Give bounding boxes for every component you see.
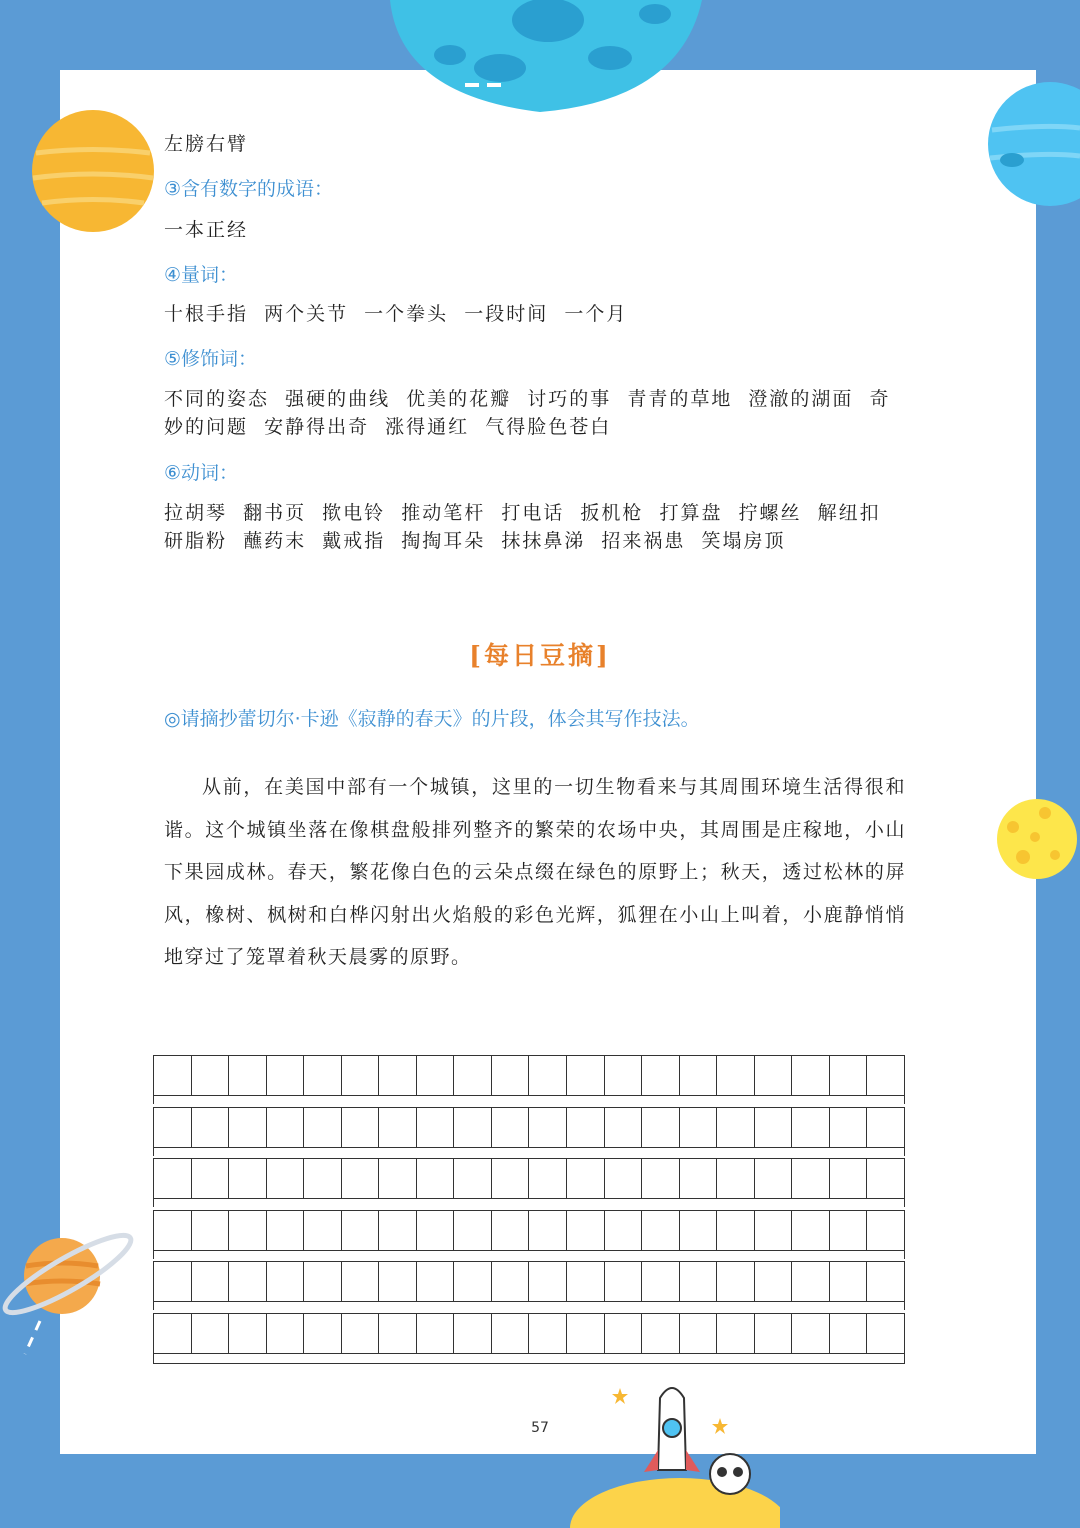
grid-row-gap: [153, 1096, 905, 1104]
grid-cell: [529, 1262, 567, 1301]
grid-cell: [830, 1314, 868, 1353]
grid-cell: [755, 1211, 793, 1250]
rocket-panda-icon: [560, 1370, 780, 1528]
grid-cell: [417, 1108, 455, 1147]
grid-cell: [830, 1056, 868, 1095]
grid-cell: [417, 1211, 455, 1250]
grid-cell: [755, 1314, 793, 1353]
section-3-heading: ③含有数字的成语：: [164, 178, 334, 200]
grid-cell: [417, 1056, 455, 1095]
grid-cell: [492, 1262, 530, 1301]
grid-cell: [867, 1211, 904, 1250]
grid-cell: [192, 1159, 230, 1198]
grid-bottom-line: [153, 1354, 905, 1364]
grid-cell: [267, 1314, 305, 1353]
grid-cell: [379, 1211, 417, 1250]
grid-cell: [267, 1159, 305, 1198]
grid-cell: [605, 1211, 643, 1250]
grid-cell: [529, 1314, 567, 1353]
grid-cell: [342, 1159, 380, 1198]
grid-cell: [454, 1108, 492, 1147]
grid-cell: [529, 1211, 567, 1250]
grid-cell: [867, 1262, 904, 1301]
section-6-heading: ⑥动词：: [164, 462, 239, 484]
grid-cell: [154, 1211, 192, 1250]
section-5-heading: ⑤修饰词：: [164, 348, 258, 370]
grid-cell: [755, 1262, 793, 1301]
grid-cell: [792, 1211, 830, 1250]
grid-cell: [342, 1056, 380, 1095]
grid-cell: [154, 1056, 192, 1095]
grid-row: [153, 1261, 905, 1302]
section-4-text: 十根手指 两个关节 一个拳头 一段时间 一个月: [164, 303, 628, 325]
idiom-text-body: 左膀右臂: [164, 133, 249, 155]
yellow-planet-icon: [30, 108, 156, 234]
grid-cell: [755, 1056, 793, 1095]
grid-cell: [830, 1211, 868, 1250]
grid-cell: [717, 1108, 755, 1147]
grid-cell: [680, 1056, 718, 1095]
grid-cell: [680, 1108, 718, 1147]
grid-row: [153, 1158, 905, 1199]
grid-cell: [717, 1211, 755, 1250]
grid-cell: [229, 1314, 267, 1353]
grid-cell: [567, 1211, 605, 1250]
grid-cell: [154, 1262, 192, 1301]
grid-cell: [342, 1314, 380, 1353]
section-3-text: 一本正经: [164, 219, 249, 241]
daily-excerpt-title: [每日豆摘]: [469, 641, 611, 670]
grid-cell: [605, 1056, 643, 1095]
grid-cell: [529, 1056, 567, 1095]
grid-cell: [867, 1159, 904, 1198]
grid-cell: [642, 1056, 680, 1095]
grid-cell: [192, 1314, 230, 1353]
grid-cell: [192, 1211, 230, 1250]
cratered-moon-icon: [380, 0, 710, 120]
grid-cell: [717, 1159, 755, 1198]
ringed-planet-icon: [0, 1226, 145, 1356]
grid-cell: [567, 1159, 605, 1198]
grid-cell: [642, 1262, 680, 1301]
grid-cell: [492, 1056, 530, 1095]
grid-cell: [192, 1262, 230, 1301]
grid-cell: [342, 1211, 380, 1250]
grid-cell: [304, 1159, 342, 1198]
grid-cell: [867, 1108, 904, 1147]
grid-cell: [379, 1108, 417, 1147]
grid-cell: [379, 1159, 417, 1198]
grid-cell: [454, 1159, 492, 1198]
grid-cell: [304, 1314, 342, 1353]
grid-cell: [379, 1056, 417, 1095]
section-6-text: 拉胡琴 翻书页 揿电铃 推动笔杆 打电话 扳机枪 打算盘 拧螺丝 解纽扣 研脂粉 蘸药末 戴戒指 掏掏耳朵 抹抹鼻涕 招来祸患 笑塌房顶: [164, 502, 897, 552]
grid-cell: [492, 1314, 530, 1353]
grid-cell: [717, 1262, 755, 1301]
grid-cell: [492, 1211, 530, 1250]
grid-cell: [154, 1108, 192, 1147]
grid-cell: [792, 1159, 830, 1198]
grid-row: [153, 1055, 905, 1096]
grid-row: [153, 1107, 905, 1148]
grid-row-gap: [153, 1199, 905, 1207]
grid-cell: [229, 1056, 267, 1095]
grid-cell: [379, 1314, 417, 1353]
grid-cell: [154, 1314, 192, 1353]
grid-cell: [830, 1108, 868, 1147]
grid-cell: [379, 1262, 417, 1301]
grid-cell: [229, 1159, 267, 1198]
grid-cell: [680, 1159, 718, 1198]
grid-cell: [605, 1159, 643, 1198]
grid-cell: [680, 1262, 718, 1301]
grid-cell: [642, 1108, 680, 1147]
grid-cell: [717, 1056, 755, 1095]
excerpt-task: ◎请摘抄蕾切尔·卡逊《寂静的春天》的片段，体会其写作技法。: [164, 708, 700, 730]
yellow-moon-icon: [995, 797, 1080, 881]
grid-cell: [867, 1056, 904, 1095]
grid-cell: [229, 1211, 267, 1250]
grid-row: [153, 1313, 905, 1354]
grid-cell: [680, 1211, 718, 1250]
grid-cell: [605, 1108, 643, 1147]
grid-cell: [267, 1056, 305, 1095]
grid-row-gap: [153, 1302, 905, 1310]
grid-cell: [792, 1056, 830, 1095]
grid-cell: [342, 1108, 380, 1147]
grid-cell: [792, 1314, 830, 1353]
grid-cell: [680, 1314, 718, 1353]
grid-cell: [417, 1159, 455, 1198]
grid-cell: [192, 1056, 230, 1095]
grid-cell: [304, 1108, 342, 1147]
grid-cell: [417, 1262, 455, 1301]
grid-cell: [792, 1108, 830, 1147]
grid-cell: [642, 1314, 680, 1353]
grid-cell: [304, 1211, 342, 1250]
grid-cell: [454, 1314, 492, 1353]
grid-cell: [154, 1159, 192, 1198]
grid-cell: [342, 1262, 380, 1301]
grid-cell: [642, 1159, 680, 1198]
excerpt-paragraph: 从前，在美国中部有一个城镇，这里的一切生物看来与其周围环境生活得很和谐。这个城镇坐落在像棋盘般排列整齐的繁荣的农场中央，其周围是庄稼地，小山下果园成林。春天，繁花像白色的云朵点缀在绿色的原野上；秋天，透过松林的屏风，橡树、枫树和白桦闪射出火焰般的彩色光辉，狐狸在小山上叫着，小鹿静悄悄地穿过了笼罩着秋天晨雾的原野。: [164, 776, 906, 968]
grid-cell: [642, 1211, 680, 1250]
grid-cell: [605, 1314, 643, 1353]
grid-cell: [567, 1262, 605, 1301]
grid-cell: [755, 1108, 793, 1147]
grid-cell: [529, 1108, 567, 1147]
grid-cell: [492, 1159, 530, 1198]
grid-cell: [229, 1262, 267, 1301]
grid-cell: [267, 1108, 305, 1147]
grid-cell: [867, 1314, 904, 1353]
grid-cell: [454, 1262, 492, 1301]
grid-cell: [567, 1314, 605, 1353]
section-5-text: 不同的姿态 强硬的曲线 优美的花瓣 讨巧的事 青青的草地 澄澈的湖面 奇妙的问题 安静得出奇 涨得通红 气得脸色苍白: [164, 388, 891, 438]
grid-cell: [830, 1159, 868, 1198]
grid-cell: [792, 1262, 830, 1301]
grid-row: [153, 1210, 905, 1251]
grid-cell: [567, 1108, 605, 1147]
grid-row-gap: [153, 1148, 905, 1156]
grid-cell: [755, 1159, 793, 1198]
section-4-heading: ④量词：: [164, 264, 239, 286]
grid-cell: [492, 1108, 530, 1147]
grid-cell: [229, 1108, 267, 1147]
grid-cell: [267, 1262, 305, 1301]
grid-cell: [717, 1314, 755, 1353]
grid-cell: [304, 1262, 342, 1301]
grid-cell: [529, 1159, 567, 1198]
grid-cell: [267, 1211, 305, 1250]
page-number: 57: [531, 1420, 549, 1436]
grid-cell: [605, 1262, 643, 1301]
grid-cell: [830, 1262, 868, 1301]
grid-cell: [304, 1056, 342, 1095]
grid-cell: [192, 1108, 230, 1147]
grid-cell: [567, 1056, 605, 1095]
grid-cell: [454, 1056, 492, 1095]
grid-cell: [454, 1211, 492, 1250]
grid-row-gap: [153, 1251, 905, 1259]
grid-cell: [417, 1314, 455, 1353]
blue-planet-icon: [986, 80, 1080, 208]
